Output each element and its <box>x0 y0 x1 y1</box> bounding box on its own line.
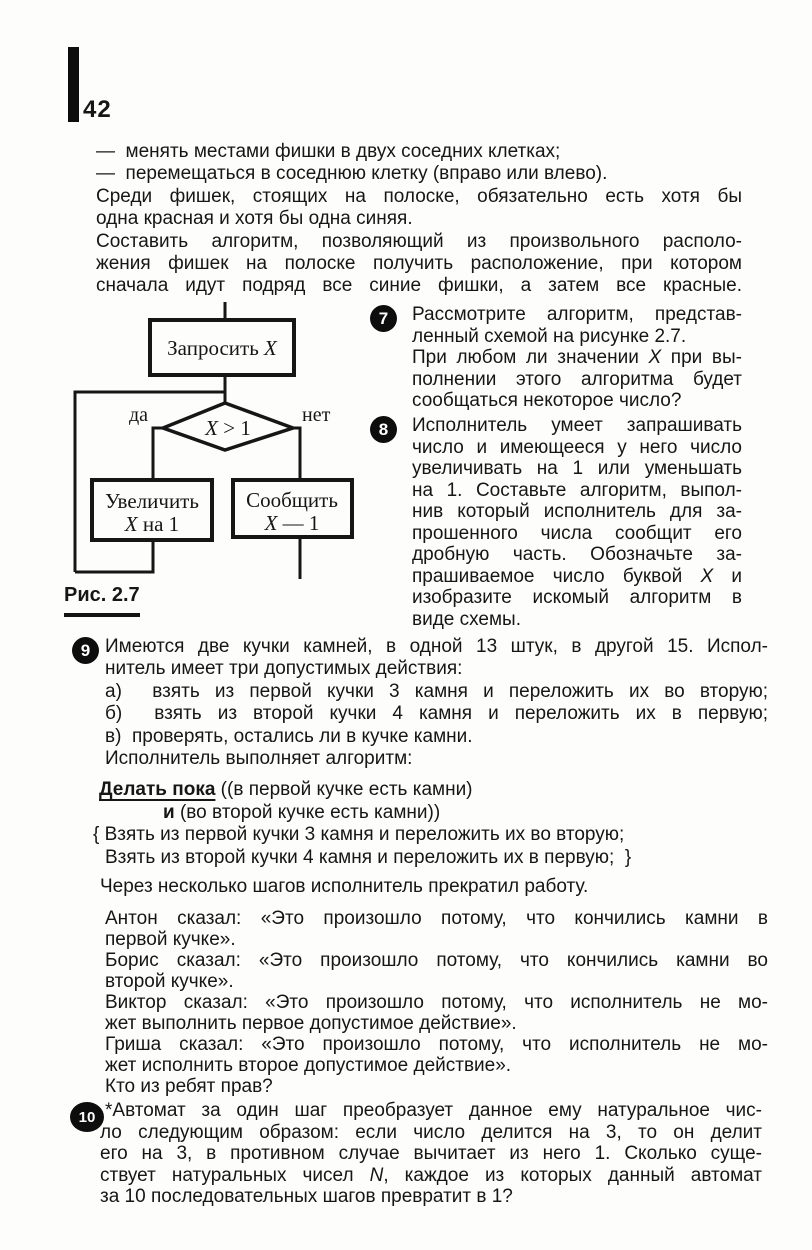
exercise-9-body <box>93 636 768 1098</box>
exercise-9-result: Через несколько шагов исполнитель прекратил работу. <box>100 876 589 898</box>
condition-label: X > 1 <box>205 416 251 440</box>
chapter-margin-bar <box>68 47 79 122</box>
increment-label-line1: Увеличить <box>105 489 199 513</box>
exercise-7-number-badge: 7 <box>370 305 397 332</box>
exercise-8-number-badge: 8 <box>370 416 397 443</box>
exercise-10-text: *Автомат за один шаг преобразует данное ему натуральное чис- ло следующим образом: если число делится на 3, то он делит его на 3, в противном случае вычитает из него 1. Сколько суще- ствует натуральных чисел N, каждое из которых данный автомат за 10 последовательных шагов превратит в 1? <box>100 1100 762 1207</box>
loop-bottom-line <box>75 540 153 572</box>
report-label-line1: Сообщить <box>246 488 338 512</box>
exercise-9-number-badge: 9 <box>72 637 99 664</box>
exercise-9-intro: Имеются две кучки камней, в одной 13 штук, в другой 15. Испол- нитель имеет три допустимых действия: а) взять из первой кучки 3 камня и переложить их во вторую; б) взять из второй кучки 4 камня и переложить их в первую; в) проверять, остались ли в кучке камни. Исполнитель выполняет алгоритм: <box>105 636 768 770</box>
exercise-8 <box>370 415 742 630</box>
exercise-10 <box>70 1100 762 1208</box>
yes-branch-line <box>153 428 163 480</box>
start-box-label: Запросить X <box>167 336 277 360</box>
exercise-9 <box>72 636 768 1097</box>
yes-label: да <box>128 404 148 426</box>
exercise-9-algorithm: Делать пока ((в первой кучке есть камни) и (во второй кучке есть камни)) { Взять из первой кучки 3 камня и переложить их во вторую; Взять из второй кучки 4 камня и переложить их в первую; } <box>93 779 632 868</box>
no-branch-line <box>293 428 300 480</box>
exercise-7 <box>370 304 742 412</box>
increment-label-line2: X на 1 <box>124 512 180 536</box>
exercise-8-text: Исполнитель умеет запрашивать число и имеющееся у него число увеличивать на 1 или уменьшать на 1. Составьте алгоритм, выпол- нив который исполнитель для за- прошенного числа сообщит его дробную часть. Обозначьте за- прашиваемое число буквой X и изобразите искомый алгоритм в виде схемы. <box>412 415 742 630</box>
exercise-10-number-badge: 10 <box>70 1102 104 1132</box>
figure-caption: Рис. 2.7 <box>64 584 140 617</box>
page-number: 42 <box>83 96 112 123</box>
report-label-line2: X — 1 <box>264 511 320 535</box>
exercise-9-dialogue: Антон сказал: «Это произошло потому, что кончились камни в первой кучке». Борис сказал: «Это произошло потому, что кончились камни во второй кучке». Виктор сказал: «Это произошло потому, что исполнитель не мо- жет выполнить первое допустимое действие». Гриша сказал: «Это произошло потому, что исполнитель не мо- жет исполнить второе допустимое действие». Кто из ребят прав? <box>105 908 768 1098</box>
no-label: нет <box>302 404 331 426</box>
flowchart-figure <box>60 298 370 588</box>
intro-text: — менять местами фишки в двух соседних клетках; — перемещаться в соседнюю клетку (вправо или влево). Среди фишек, стоящих на полоске, обязательно есть хотя бы одна красная и хотя бы одна синяя. Составить алгоритм, позволяющий из произвольного располо- жения фишек на полоске получить расположение, при котором сначала идут подряд все синие фишки, а затем все красные. <box>96 141 742 297</box>
exercise-7-text: Рассмотрите алгоритм, представ- ленный схемой на рисунке 2.7. При любом ли значении X при вы- полнении этого алгоритма будет сообщаться некоторое число? <box>412 304 742 411</box>
